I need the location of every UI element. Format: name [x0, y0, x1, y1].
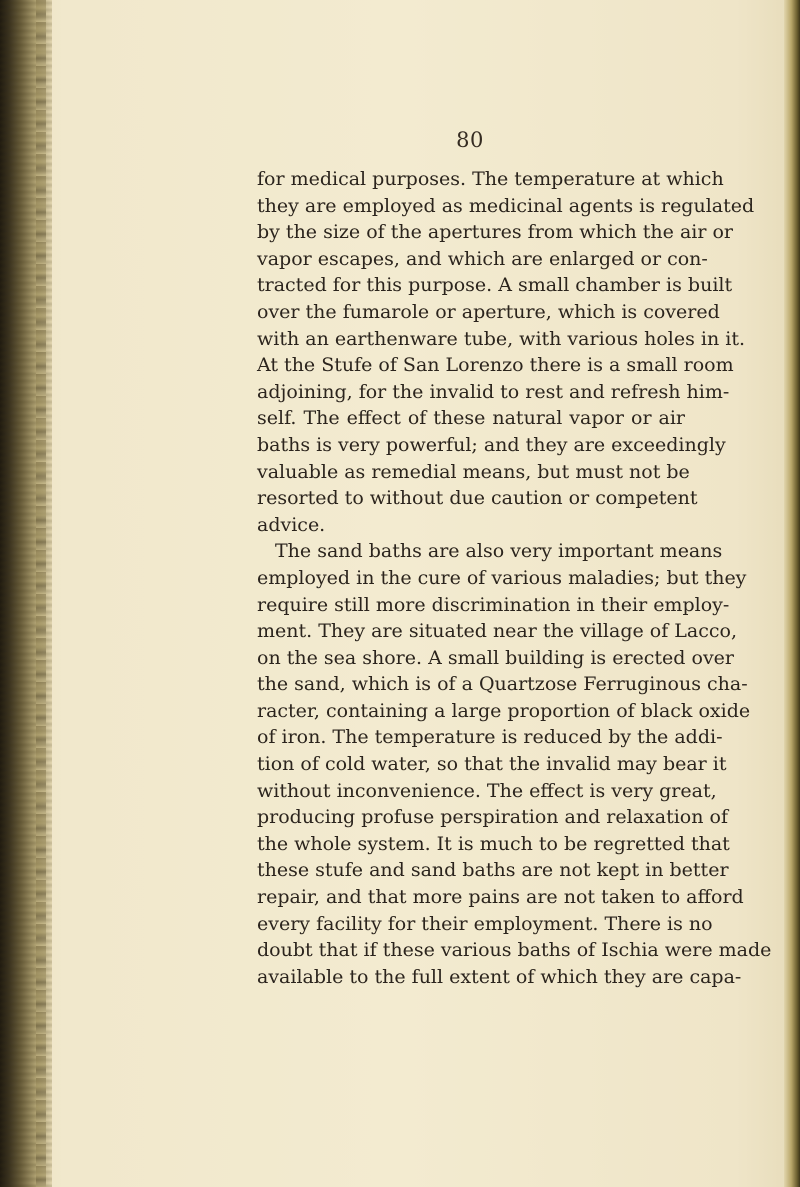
- page-number: 80: [456, 128, 484, 152]
- text-line: on the sea shore. A small building is erected over: [257, 646, 735, 669]
- text-line: tracted for this purpose. A small chamber is built: [257, 274, 733, 297]
- text-line: without inconvenience. The effect is very great,: [257, 779, 717, 802]
- text-line: they are employed as medicinal agents is regulated: [257, 194, 755, 217]
- text-line: for medical purposes. The temperature at which: [257, 168, 724, 190]
- text-line: require still more discrimination in their employ-: [257, 593, 730, 616]
- text-line: these stufe and sand baths are not kept in better: [257, 859, 729, 882]
- book-binding-edge: [0, 0, 52, 1187]
- text-line: advice.: [257, 513, 326, 536]
- text-line: resorted to without due caution or competent: [257, 487, 698, 510]
- text-line: every facility for their employment. There is no: [257, 912, 713, 935]
- text-line: over the fumarole or aperture, which is covered: [257, 300, 720, 323]
- text-line: tion of cold water, so that the invalid may bear it: [257, 753, 727, 776]
- text-line: self. The effect of these natural vapor or air: [257, 407, 685, 430]
- text-line: ment. They are situated near the village of Lacco,: [257, 620, 737, 643]
- text-line: valuable as remedial means, but must not be: [257, 460, 690, 483]
- text-line: available to the full extent of which they are capa-: [257, 965, 742, 988]
- text-line: The sand baths are also very important means: [275, 540, 723, 563]
- text-line: adjoining, for the invalid to rest and refresh him-: [257, 380, 730, 403]
- text-line: with an earthenware tube, with various holes in it.: [257, 327, 746, 350]
- text-line: doubt that if these various baths of Ischia were made: [257, 939, 772, 962]
- text-line: the sand, which is of a Quartzose Ferruginous cha-: [257, 673, 748, 696]
- text-line: the whole system. It is much to be regretted that: [257, 832, 730, 855]
- text-line: racter, containing a large proportion of black oxide: [257, 699, 751, 722]
- text-line: employed in the cure of various maladies; but they: [257, 566, 747, 589]
- body-text: [257, 166, 772, 990]
- text-line: of iron. The temperature is reduced by the addi-: [257, 726, 723, 749]
- text-line: vapor escapes, and which are enlarged or con-: [257, 247, 708, 270]
- text-line: by the size of the apertures from which the air or: [257, 221, 733, 244]
- text-line: producing profuse perspiration and relaxation of: [257, 806, 728, 829]
- page-right-edge: [784, 0, 800, 1187]
- text-line: At the Stufe of San Lorenzo there is a small room: [257, 354, 734, 377]
- text-line: repair, and that more pains are not taken to afford: [257, 886, 744, 909]
- text-line: baths is very powerful; and they are exceedingly: [257, 433, 726, 456]
